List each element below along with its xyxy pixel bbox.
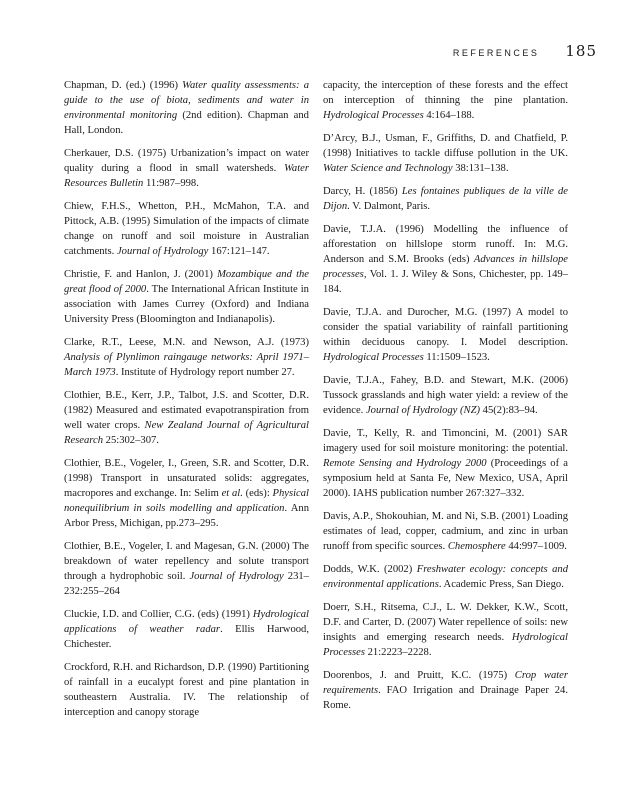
reference-text: . Academic Press, San Diego. — [438, 579, 564, 590]
reference-text: Chiew, F.H.S., Whetton, P.H., McMahon, T.A. and Pittock, A.B. (1995) Simulation of the impacts of climate change on runoff and soil moisture in Australian catchments. — [64, 201, 309, 257]
page-header — [453, 42, 597, 60]
reference-text: 4:164–188. — [423, 110, 475, 121]
reference-text: Clarke, R.T., Leese, M.N. and Newson, A.J. (1973) — [64, 337, 309, 348]
reference-italic-text: Advances in hillslope processes — [323, 254, 568, 280]
reference-entry — [64, 146, 309, 191]
reference-text: 25:302–307. — [103, 435, 159, 446]
reference-text: Davie, T.J.A. (1996) Modelling the influence of afforestation on hillslope storm runoff. In: M.G. Anderson and S.M. Brooks (eds) — [323, 224, 568, 265]
reference-entry — [323, 426, 568, 501]
reference-text: , Vol. 1. J. Wiley & Sons, Chichester, pp. 149–184. — [323, 269, 568, 295]
reference-text: Clothier, B.E., Vogeler, I., Green, S.R. and Scotter, D.R. (1998) Transport in unsaturated solids: aggregates, macropores and exchange. In: Selim — [64, 458, 309, 499]
running-title: REFERENCES — [452, 48, 540, 58]
reference-text: (2nd edition). Chapman and Hall, London. — [64, 110, 309, 136]
reference-entry — [64, 78, 309, 138]
reference-entry — [64, 660, 309, 720]
reference-text: 167:121–147. — [208, 246, 270, 257]
reference-italic-text: Hydrological Processes — [323, 352, 424, 363]
reference-text: 11:1509–1523. — [423, 352, 490, 363]
reference-entry — [323, 78, 568, 123]
reference-text: . FAO Irrigation and Drainage Paper 24. Rome. — [323, 685, 568, 711]
right-column — [323, 78, 568, 721]
reference-entry — [323, 131, 568, 176]
reference-entry — [64, 335, 309, 380]
reference-text: capacity, the interception of these forests and the effect on interception of thinning the pine plantation. — [323, 80, 568, 106]
reference-entry — [323, 600, 568, 660]
reference-text: 38:131–138. — [452, 163, 509, 174]
reference-entry — [323, 668, 568, 713]
reference-text: Christie, F. and Hanlon, J. (2001) — [64, 269, 218, 280]
reference-entry — [64, 456, 309, 531]
reference-italic-text: Journal of Hydrology — [116, 246, 209, 257]
reference-italic-text: et al. — [221, 488, 243, 499]
reference-entry — [323, 184, 568, 214]
reference-italic-text: Analysis of Plynlimon raingauge networks: April 1971–March 1973 — [64, 352, 309, 378]
reference-entry — [323, 562, 568, 592]
reference-italic-text: Mozambique and the great flood of 2000 — [64, 269, 310, 295]
reference-italic-text: Water Resources Bulletin — [64, 163, 309, 189]
reference-italic-text: Remote Sensing and Hydrology 2000 — [323, 458, 487, 469]
reference-text: . V. Dalmont, Paris. — [347, 201, 431, 212]
reference-italic-text: Journal of Hydrology — [189, 571, 284, 582]
reference-italic-text: Water Science and Technology — [323, 163, 453, 174]
reference-text: Chapman, D. (ed.) (1996) — [64, 80, 183, 91]
reference-entry — [323, 373, 568, 418]
reference-italic-text: Freshwater ecology: concepts and environmental applications — [323, 564, 568, 590]
reference-text: Davie, T.J.A., Fahey, B.D. and Stewart, M.K. (2006) Tussock grasslands and high water yield: a review of the evidence. — [323, 375, 568, 416]
reference-text: Davie, T.J.A. and Durocher, M.G. (1997) A model to consider the spatial variability of rainfall partitioning within deciduous canopy. I. Model description. — [323, 307, 568, 348]
reference-text: Doorenbos, J. and Pruitt, K.C. (1975) — [323, 670, 515, 681]
reference-text: Cherkauer, D.S. (1975) Urbanization’s impact on water quality during a flood in small watersheds. — [64, 148, 309, 174]
reference-text: Doerr, S.H., Ritsema, C.J., L. W. Dekker, K.W., Scott, D.F. and Carter, D. (2007) Water repellence of soils: new insights and emerging research needs. — [323, 602, 568, 643]
reference-italic-text: Journal of Hydrology (NZ) — [365, 405, 481, 416]
page-number: 185 — [565, 42, 597, 60]
reference-text: Clothier, B.E., Kerr, J.P., Talbot, J.S. and Scotter, D.R. (1982) Measured and estimated evapotranspiration from well water crops. — [64, 390, 309, 431]
reference-entry — [64, 539, 309, 599]
reference-text: 231–232:255–264 — [64, 571, 309, 597]
reference-italic-text: Crop water requirements — [323, 670, 569, 696]
reference-italic-text: Hydrological applications of weather radar — [64, 609, 309, 635]
reference-text: . The International African Institute in association with James Currey (Oxford) and Indiana University Press (Bloomington and Indianapolis). — [64, 284, 309, 325]
reference-entry — [64, 607, 309, 652]
reference-text: Darcy, H. (1856) — [323, 186, 402, 197]
reference-text: Dodds, W.K. (2002) — [323, 564, 417, 575]
reference-entry — [64, 199, 309, 259]
reference-text: . Institute of Hydrology report number 27. — [115, 367, 295, 378]
reference-text: (eds): — [242, 488, 273, 499]
reference-italic-text: New Zealand Journal of Agricultural Research — [64, 420, 309, 446]
reference-italic-text: Hydrological Processes — [323, 110, 424, 121]
reference-text: Clothier, B.E., Vogeler, I. and Magesan, G.N. (2000) The breakdown of water repellency and solute transport through a hydrophobic soil. — [64, 541, 309, 582]
reference-italic-text: Physical nonequilibrium in soils modelling and application — [64, 488, 309, 514]
reference-entry — [323, 509, 568, 554]
reference-text: Davis, A.P., Shokouhian, M. and Ni, S.B. (2001) Loading estimates of lead, copper, cadmium, and zinc in urban runoff from specific sources. — [323, 511, 568, 552]
reference-text: (Proceedings of a symposium held at Santa Fe, New Mexico, USA, April 2000). IAHS publication number 267:327–332. — [323, 458, 568, 499]
reference-text: . Ann Arbor Press, Michigan, pp.273–295. — [64, 503, 309, 529]
reference-text: D’Arcy, B.J., Usman, F., Griffiths, D. and Chatfield, P. (1998) Initiatives to tackle diffuse pollution in the UK. — [323, 133, 568, 159]
reference-text: Cluckie, I.D. and Collier, C.G. (eds) (1991) — [64, 609, 253, 620]
reference-text: 45(2):83–94. — [480, 405, 538, 416]
reference-text: . Ellis Harwood, Chichester. — [64, 624, 309, 650]
reference-text: 21:2223–2228. — [364, 647, 432, 658]
reference-entry — [64, 388, 309, 448]
reference-italic-text: Water quality assessments: a guide to the use of biota, sediments and water in environmental monitoring — [64, 80, 309, 121]
reference-italic-text: Les fontaines publiques de la ville de Dijon — [323, 186, 568, 212]
reference-text: Davie, T., Kelly, R. and Timoncini, M. (2001) SAR imagery used for soil moisture monitoring: the potential. — [323, 428, 568, 454]
left-column — [64, 78, 309, 728]
reference-entry — [323, 222, 568, 297]
reference-text: 11:987–998. — [143, 178, 199, 189]
reference-entry — [64, 267, 309, 327]
reference-italic-text: Chemosphere — [447, 541, 506, 552]
reference-text: Crockford, R.H. and Richardson, D.P. (1990) Partitioning of rainfall in a eucalypt forest and pine plantation in southeastern Australia. IV. The relationship of interception and canopy storage — [64, 662, 309, 718]
reference-italic-text: Hydrological Processes — [323, 632, 568, 658]
reference-text: 44:997–1009. — [505, 541, 567, 552]
reference-entry — [323, 305, 568, 365]
